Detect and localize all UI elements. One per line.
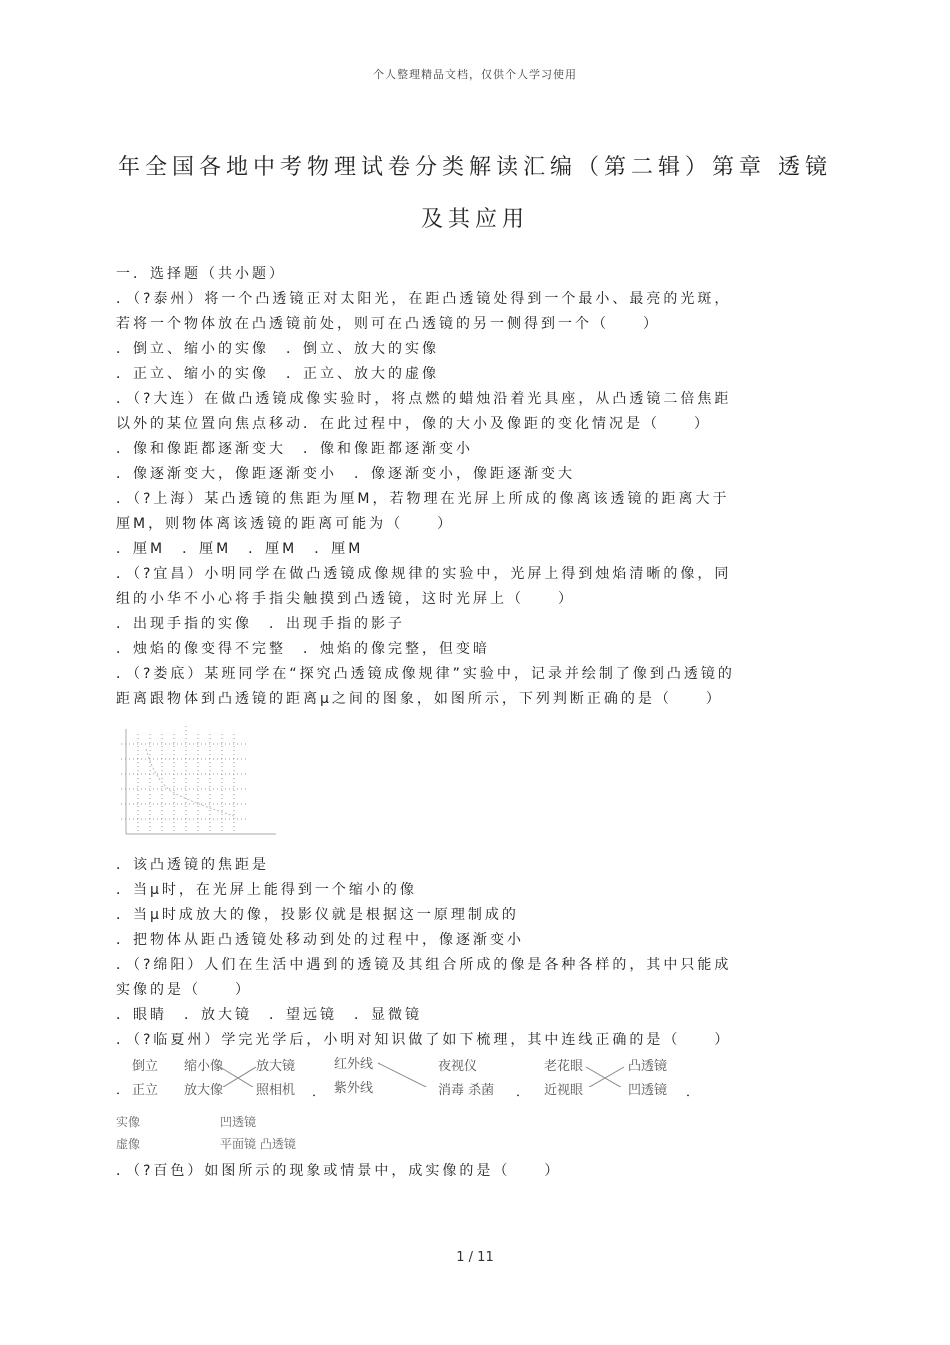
doc-title-line-2: 及其应用 [420, 207, 529, 232]
match-a-top-left: 倒立 [132, 1059, 159, 1074]
page-number: 1 / 11 [456, 1250, 494, 1265]
text-line-a-10: 厘M，则物体离该透镜的距离可能为（ ） [116, 516, 455, 532]
image-graph [116, 724, 836, 847]
faded-graph-figure [116, 724, 286, 847]
text-line-a-14: ．出现手指的实像 ．出现手指的影子 [116, 616, 405, 632]
text-line-b-3: ．把物体从距凸透镜处移动到处的过程中，像逐渐变小 [116, 932, 524, 948]
text-line-a-8: ．像逐渐变大，像距逐渐变小 ．像逐渐变小，像距逐渐变大 [116, 466, 575, 482]
text-line-a-2: 若将一个物体放在凸透镜前处，则可在凸透镜的另一侧得到一个（ ） [116, 316, 660, 332]
text-line-a-3: ．倒立、缩小的实像 ．倒立、放大的实像 [116, 341, 439, 357]
question-content [116, 262, 836, 1184]
match-a-bottom-mid: 放大像 [184, 1083, 224, 1098]
match-d-bottom-left: 虚像 [116, 1137, 141, 1151]
doc-title-line-1: 年全国各地中考物理试卷分类解读汇编（第二辑）第章 透镜 [118, 155, 832, 180]
match-c-top-left: 老花眼 [544, 1059, 584, 1074]
match-b-bottom-right: 消毒 杀菌 [438, 1083, 495, 1098]
text-line-b-1: ．当μ时，在光屏上能得到一个缩小的像 [116, 882, 417, 898]
text-line-b-4: ．（?绵阳）人们在生活中遇到的透镜及其组合所成的像是各种各样的，其中只能成 [116, 957, 732, 973]
text-line-a-1: ．（?泰州）将一个凸透镜正对太阳光，在距凸透镜处得到一个最小、最亮的光斑， [116, 291, 732, 307]
last-question-line: ．（?百色）如图所示的现象或情景中，成实像的是（ ） [116, 1163, 562, 1179]
match-connector-lines [116, 1055, 716, 1087]
match-options-row-d-bottom [116, 1133, 836, 1155]
option-dot-b: ． [312, 1085, 326, 1100]
text-line-a-7: ．像和像距都逐渐变大 ．像和像距都逐渐变小 [116, 441, 473, 457]
text-line-b-2: ．当μ时成放大的像，投影仪就是根据这一原理制成的 [116, 907, 519, 923]
text-line-a-5: ．（?大连）在做凸透镜成像实验时，将点燃的蜡烛沿着光具座，从凸透镜二倍焦距 [116, 391, 732, 407]
match-d-bottom-right: 平面镜 凸透镜 [220, 1137, 296, 1151]
match-b-top-right: 夜视仪 [438, 1059, 478, 1074]
question-lines-b [116, 853, 836, 1053]
text-line-a-15: ．烛焰的像变得不完整 ．烛焰的像完整，但变暗 [116, 641, 490, 657]
match-d-top-left: 实像 [116, 1115, 141, 1129]
text-line-a-9: ．（?上海）某凸透镜的焦距为厘M，若物理在光屏上所成的像离该透镜的距离大于 [116, 491, 730, 507]
text-line-a-11: ．厘M ．厘M ．厘M ．厘M [116, 541, 364, 557]
text-line-b-6: ．眼睛 ．放大镜 ．望远镜 ．显微镜 [116, 1007, 422, 1023]
text-line-b-7: ．（?临夏州）学完光学后，小明对知识做了如下梳理，其中连线正确的是（ ） [116, 1032, 732, 1048]
text-line-b-0: ．该凸透镜的焦距是 [116, 857, 269, 873]
match-c-top-right: 凸透镜 [628, 1059, 668, 1074]
text-line-a-13: 组的小华不小心将手指尖触摸到凸透镜，这时光屏上（ ） [116, 591, 575, 607]
text-line-a-16: ．（?娄底）某班同学在“探究凸透镜成像规律”实验中，记录并绘制了像到凸透镜的 [116, 666, 735, 682]
match-b-top: 红外线 [334, 1057, 374, 1072]
option-dot-d: ． [686, 1085, 700, 1100]
match-a-top-right: 放大镜 [256, 1059, 296, 1074]
text-line-b-5: 实像的是（ ） [116, 982, 252, 998]
text-line-a-17: 距离跟物体到凸透镜的距离μ之间的图象，如图所示，下列判断正确的是（ ） [116, 691, 723, 707]
text-line-a-0: 一．选择题（共小题） [116, 266, 286, 282]
match-a-bottom-right: 照相机 [256, 1083, 296, 1098]
question-lines-a [116, 262, 836, 712]
text-line-a-4: ．正立、缩小的实像 ．正立、放大的虚像 [116, 366, 439, 382]
text-line-a-6: 以外的某位置向焦点移动．在此过程中，像的大小及像距的变化情况是（ ） [116, 416, 711, 432]
match-c-bottom-right: 凹透镜 [628, 1083, 668, 1098]
match-options-row-bottom [116, 1077, 836, 1109]
match-c-bottom-left: 近视眼 [544, 1083, 584, 1098]
match-a-top-mid: 缩小像 [184, 1059, 224, 1074]
page-header: 个人整理精品文档，仅供个人学习使用 [373, 68, 577, 81]
match-b-bottom: 紫外线 [334, 1081, 374, 1096]
option-dot-a: ． [116, 1083, 130, 1098]
match-options-row-d-top [116, 1111, 836, 1133]
option-dot-c: ． [516, 1085, 530, 1100]
match-d-top-right: 凹透镜 [220, 1115, 257, 1129]
match-a-bottom-left: 正立 [132, 1083, 159, 1098]
text-line-a-12: ．（?宜昌）小明同学在做凸透镜成像规律的实验中，光屏上得到烛焰清晰的像，同 [116, 566, 732, 582]
